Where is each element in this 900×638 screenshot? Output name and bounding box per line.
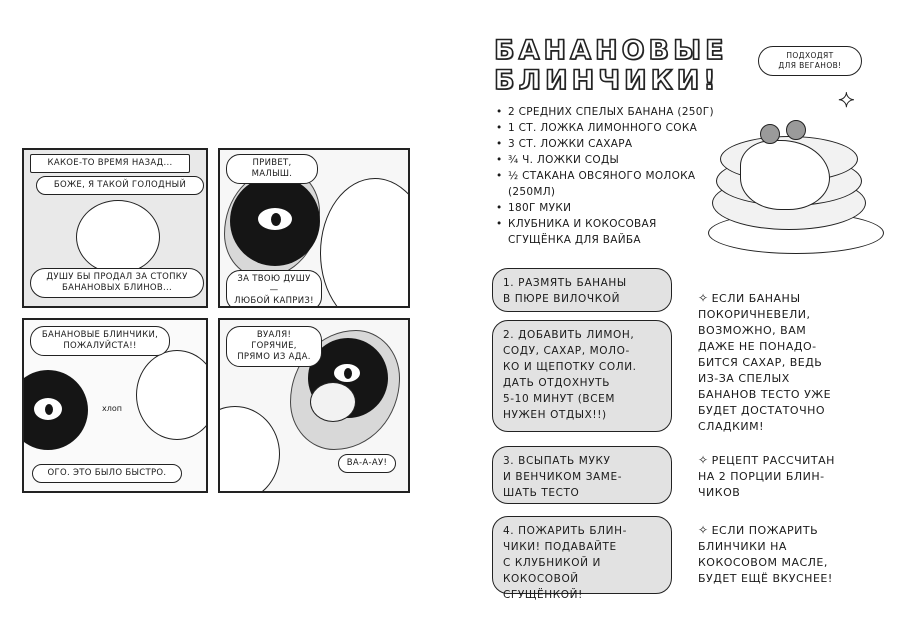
panel3-speech-bottom: ОГО. ЭТО БЫЛО БЫСТРО.: [32, 464, 182, 483]
sparkle-icon: ✦: [838, 88, 855, 112]
ingredient-item: • 3 СТ. ЛОЖКИ САХАРА: [496, 136, 726, 152]
comic-panel-3: [22, 318, 208, 493]
cat-character: [76, 200, 160, 274]
comic-panel-1: [22, 148, 208, 308]
cat-character: [136, 350, 208, 440]
recipe-step-4: 4. ПОЖАРИТЬ БЛИН- ЧИКИ! ПОДАВАЙТЕ С КЛУБНИКОЙ И КОКОСОВОЙ СГУЩЁНКОЙ!: [492, 516, 672, 594]
pancake-stack-icon: [310, 382, 356, 422]
panel3-speech-top: БАНАНОВЫЕ БЛИНЧИКИ, ПОЖАЛУЙСТА!!: [30, 326, 170, 356]
demon-donut: [22, 370, 88, 450]
tip-text: РЕЦЕПТ РАССЧИТАН НА 2 ПОРЦИИ БЛИН- ЧИКОВ: [698, 454, 835, 499]
demon-eye-icon: [256, 206, 294, 232]
ingredient-item: • ¾ Ч. ЛОЖКИ СОДЫ: [496, 152, 726, 168]
recipe-tip-3: [698, 506, 873, 587]
tip-star-icon: ✧: [698, 523, 709, 537]
recipe-tip-2: [698, 436, 873, 501]
recipe-step-3: 3. ВСЫПАТЬ МУКУ И ВЕНЧИКОМ ЗАМЕ- ШАТЬ ТЕСТО: [492, 446, 672, 504]
cat-character: [320, 178, 410, 308]
tip-text: ЕСЛИ БАНАНЫ ПОКОРИЧНЕВЕЛИ, ВОЗМОЖНО, ВАМ ДАЖЕ НЕ ПОНАДО- БИТСЯ САХАР, ВЕДЬ ИЗ-ЗА СПЕЛЫХ БАНАНОВ ТЕСТО УЖЕ БУДЕТ ДОСТАТОЧНО СЛАДКИМ!: [698, 292, 832, 433]
ingredient-item: • 2 СРЕДНИХ СПЕЛЫХ БАНАНА (250Г): [496, 104, 726, 120]
tip-star-icon: ✧: [698, 291, 709, 305]
panel2-speech-bottom: ЗА ТВОЮ ДУШУ— ЛЮБОЙ КАПРИЗ!: [226, 270, 322, 308]
panel2-speech-top: ПРИВЕТ, МАЛЫШ.: [226, 154, 318, 184]
vegan-badge: ПОДХОДЯТ ДЛЯ ВЕГАНОВ!: [758, 46, 862, 76]
recipe-title: БАНАНОВЫЕ БЛИНЧИКИ!: [494, 35, 728, 96]
ingredient-item: • КЛУБНИКА И КОКОСОВАЯ СГУЩЁНКА ДЛЯ ВАЙБА: [496, 216, 726, 248]
comic-strip: [22, 148, 410, 493]
panel3-sfx: хлоп: [102, 404, 122, 413]
recipe-tip-1: [698, 274, 873, 435]
ingredient-item: • ½ СТАКАНА ОВСЯНОГО МОЛОКА (250МЛ): [496, 168, 726, 200]
recipe-step-2: 2. ДОБАВИТЬ ЛИМОН, СОДУ, САХАР, МОЛО- КО И ЩЕПОТКУ СОЛИ. ДАТЬ ОТДОХНУТЬ 5-10 МИНУТ (ВСЕМ НУЖЕН ОТДЫХ!!): [492, 320, 672, 432]
demon-eye-icon: [332, 362, 362, 384]
ingredient-item: • 1 СТ. ЛОЖКА ЛИМОННОГО СОКА: [496, 120, 726, 136]
cat-character: [218, 406, 280, 493]
panel4-speech-top: ВУАЛЯ! ГОРЯЧИЕ, ПРЯМО ИЗ АДА.: [226, 326, 322, 367]
tip-star-icon: ✧: [698, 453, 709, 467]
tip-text: ЕСЛИ ПОЖАРИТЬ БЛИНЧИКИ НА КОКОСОВОМ МАСЛЕ, БУДЕТ ЕЩЁ ВКУСНЕЕ!: [698, 524, 833, 585]
demon-eye-icon: [32, 396, 64, 422]
panel1-thought-top: БОЖЕ, Я ТАКОЙ ГОЛОДНЫЙ: [36, 176, 204, 195]
strawberry-icon: [786, 120, 806, 140]
comic-panel-4: [218, 318, 410, 493]
ingredient-item: • 180Г МУКИ: [496, 200, 726, 216]
strawberry-icon: [760, 124, 780, 144]
comic-panel-2: [218, 148, 410, 308]
panel4-speech-bottom: ВА-А-АУ!: [338, 454, 396, 473]
ingredient-list: [496, 104, 726, 248]
panel1-caption: КАКОЕ-ТО ВРЕМЯ НАЗАД...: [30, 154, 190, 173]
panel1-thought-bottom: ДУШУ БЫ ПРОДАЛ ЗА СТОПКУ БАНАНОВЫХ БЛИНОВ...: [30, 268, 204, 298]
recipe-step-1: 1. РАЗМЯТЬ БАНАНЫ В ПЮРЕ ВИЛОЧКОЙ: [492, 268, 672, 312]
demon-donut: [230, 176, 320, 266]
